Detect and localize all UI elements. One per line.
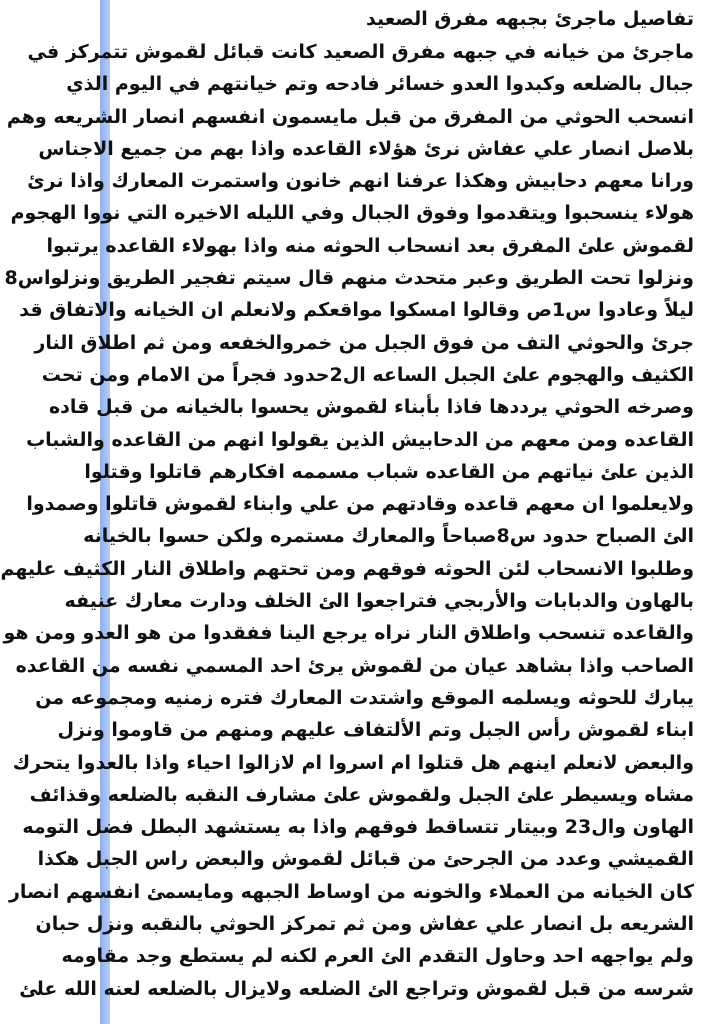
text-line: جبال بالضلعه وكبدوا العدو خسائر فادحه وتم خيانتهم في اليوم الذي xyxy=(66,73,694,96)
text-line: الئ الصباح حدود س8صباحاً والمعارك مستمره ولكن حسوا بالخيانه xyxy=(83,525,694,548)
text-line: ولم يواجهه احد وحاول التقدم الئ العرم لكنه لم يستطع وجد مقاومه xyxy=(61,945,694,968)
text-line: الصاحب واذا بشاهد عيان من لقموش يرئ احد المسمي نفسه من القاعده xyxy=(15,654,694,677)
text-line: بلاصل انصار علي عفاش نرئ هؤلاء القاعده واذا بهم من جميع الاجناس xyxy=(38,137,694,160)
document-body xyxy=(0,36,694,1005)
text-line: انسحب الحوثي من المفرق من قبل مايسمون انفسهم انصار الشريعه وهم xyxy=(6,105,694,128)
text-line: وصرخه الحوثي يرددها فاذا بأبناء لقموش يحسوا بالخيانه من قبل قاده xyxy=(48,396,694,419)
text-line: ورانا معهم دحابيش وهكذا عرفنا انهم خانون واستمرت المعارك واذا نرئ xyxy=(27,170,694,193)
text-line: ونزلوا تحت الطريق وعبر متحدث منهم قال سيتم تفجير الطريق ونزلواس8 xyxy=(4,267,694,290)
document-title: تفاصيل ماجرئ بجبهه مفرق الصعيد xyxy=(365,8,694,30)
text-line: جرئ والحوثي التف من فوق الجبل من خمروالخفعه ومن ثم اطلاق النار xyxy=(34,331,694,354)
text-line: والقاعده تنسحب واطلاق النار نراه يرجع الينا ففقدوا من هو العدو ومن هو xyxy=(3,622,694,645)
text-line: هولاء ينسحبوا ويتقدموا وفوق الجبال وفي الليله الاخيره التي نووا الهجوم xyxy=(10,202,694,225)
text-line: القميشي وعدد من الجرحئ من قبائل لقموش والبعض راس الجبل هكذا xyxy=(37,848,694,871)
text-line: ليلاً وعادوا س1ص وقالوا امسكوا مواقعكم ولانعلم ان الخيانه والاتفاق قد xyxy=(19,299,694,322)
text-line: والبعض لانعلم اينهم هل قتلوا ام اسروا ام لازالوا احياء واذا بالعدوا يتحرك xyxy=(12,751,694,774)
text-line: ابناء لقموش رأس الجبل وتم الألتفاف عليهم ومنهم من قاوموا ونزل xyxy=(57,719,694,742)
text-line: الذين علئ نياتهم من القاعده شباب مسممه افكارهم قاتلوا وقتلوا xyxy=(84,460,694,483)
text-line: كان الخيانه من العملاء والخونه من اوساط الجبهه ومايسمئ انفسهم انصار xyxy=(8,880,694,903)
text-line: يبارك للحوثه ويسلمه الموقع واشتدت المعارك فتره زمنيه ومجموعه من xyxy=(35,686,694,709)
text-line: بالهاون والدبابات والأربجي فتراجعوا الئ الخلف ودارت معارك عنيفه xyxy=(64,590,694,613)
text-line: ماجرئ من خيانه في جبهه مفرق الصعيد كانت قبائل لقموش تتمركز في xyxy=(27,41,694,63)
text-line: الكثيف والهجوم علئ الجبل الساعه ال2حدود فجراً من الامام ومن تحت xyxy=(41,363,694,386)
text-line: وطلبوا الانسحاب لئن الحوثه فوقهم ومن تحتهم واطلاق النار الكثيف عليهم xyxy=(0,557,694,580)
text-line: شرسه من قبل لقموش وتراجع الئ الضلعه ولايزال بالضلعه لعنه الله علئ xyxy=(19,977,694,1000)
text-line: مشاه ويسيطر علئ الجبل ولقموش علئ مشارف النقبه بالضلعه وقذائف xyxy=(29,783,694,806)
text-line: الشريعه بل انصار علي عفاش ومن ثم تمركز الحوثي بالنقبه ونزل حبان xyxy=(35,913,694,936)
text-line: القاعده ومن معهم من الدحابيش الذين يقولوا انهم من القاعده والشباب xyxy=(26,428,694,451)
text-line: ولايعلموا ان معهم قاعده وقادتهم من علي وابناء لقموش قاتلوا وصمدوا xyxy=(26,493,694,516)
text-line: لقموش علئ المفرق بعد انسحاب الحوثه منه واذا بهولاء القاعده يرتبوا xyxy=(46,234,694,257)
text-line: الهاون وال23 وبيتار تتساقط فوقهم واذا به يستشهد البطل فضل التومه xyxy=(22,816,694,839)
